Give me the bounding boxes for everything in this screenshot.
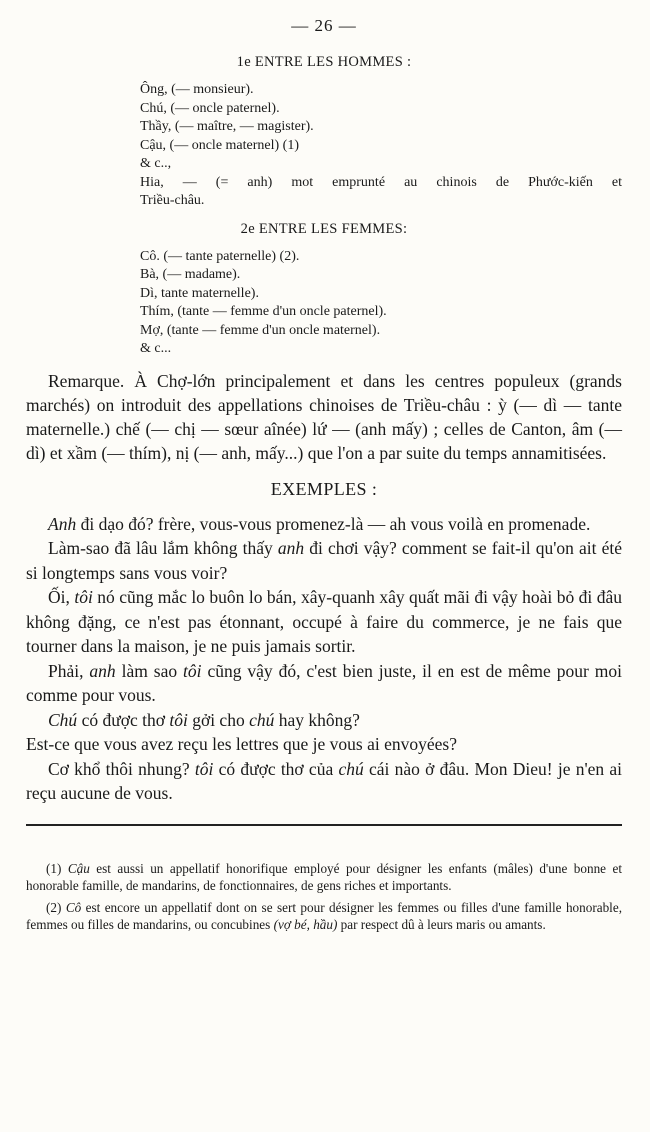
example-paragraph: Est-ce que vous avez reçu les lettres que je vous ai envoyées? (26, 734, 458, 754)
example-paragraph (26, 708, 622, 733)
example-text: đi chơi vậy? comment se fait-il qu'on ait été si longtemps sans vous voir? (26, 538, 622, 583)
example-text: Ối, (48, 587, 75, 607)
italic-term: anh (89, 660, 116, 681)
men-terms-list (26, 81, 622, 211)
example-text: gởi cho (187, 709, 250, 730)
list-item: & c.., (140, 156, 172, 171)
list-item: Triều-châu. (140, 193, 205, 208)
example-text: Làm-sao đã lâu lắm không thấy (48, 538, 278, 558)
example-text: Phải, (48, 660, 90, 681)
footnote-divider (26, 824, 622, 826)
italic-term: chú (249, 709, 275, 730)
italic-term: Chú (48, 709, 78, 730)
list-item: Dì, tante maternelle). (140, 285, 259, 301)
example-paragraph (26, 585, 622, 659)
example-paragraph (26, 512, 622, 537)
footnote-marker: (2) (46, 899, 66, 915)
example-text: Cơ khổ thôi nhung? (48, 758, 195, 779)
section-heading-women: 2e ENTRE LES FEMMES: (240, 220, 408, 237)
italic-term: chú (338, 758, 364, 779)
example-paragraph (26, 536, 622, 585)
italic-term: (vợ bé, hầu) (273, 917, 338, 932)
example-paragraph (26, 659, 622, 708)
list-item: Cậu, (— oncle maternel) (1) (140, 137, 299, 153)
section-heading-men: 1e ENTRE LES HOMMES : (236, 54, 412, 70)
page-number: — 26 — (291, 16, 357, 35)
footnote-2 (26, 899, 622, 934)
list-item: Cô. (— tante paternelle) (2). (140, 248, 300, 264)
footnotes (26, 860, 622, 934)
example-text: làm sao (115, 660, 184, 681)
example-text: có được thơ (77, 709, 170, 730)
examples-heading: EXEMPLES : (270, 478, 378, 499)
italic-term: Anh (48, 513, 77, 534)
women-terms-list (26, 248, 622, 359)
list-item: Mợ, (tante — femme d'un oncle maternel). (140, 322, 381, 338)
example-paragraph (26, 757, 622, 806)
list-item: Thầy, (— maître, — magister). (140, 119, 314, 134)
example-text: hay không? (274, 709, 360, 730)
list-item: & c... (140, 341, 172, 356)
page-content (26, 10, 622, 938)
italic-term: Cậu (67, 860, 90, 876)
italic-term: anh (277, 538, 305, 558)
footnote-text: est encore un appellatif dont on se sert pour désigner les femmes ou filles d'une famille honorable, femmes ou filles de mandarins, ou concubines (26, 899, 622, 932)
example-text: đi dạo đó? frère, vous-vous promenez-là — ah vous voilà en promenade. (76, 513, 591, 534)
example-text: cũng vậy đó, c'est bien juste, il en est de même pour moi comme pour vous. (26, 660, 622, 705)
footnote-text: par respect dû à leurs maris ou amants. (337, 917, 546, 932)
list-item: Chú, (— oncle paternel). (140, 100, 280, 116)
italic-term: tôi (169, 709, 188, 730)
footnote-marker: (1) (46, 860, 68, 876)
list-item: Bà, (— madame). (140, 267, 241, 282)
remark-paragraph: Remarque. À Chợ-lớn principalement et dans les centres populeux (grands marchés) on introduit des appellations chinoises de Triều-châu : ỳ (— dì — tante maternelle.) chế (— chị — sœur aînée) lứ — (anh mấy) ; celles de Canton, âm (— dì) et xầm (— thím), nị (— anh, mấy...) que l'on a par suite du temps annamitisées. (26, 370, 622, 463)
example-text: nó cũng mắc lo buôn lo bán, xây-quanh xây quất mãi đi vậy hoài bỏ đi đâu không đặng, ce n'est pas étonnant, occupé à faire du commerce, je ne fais que tourner dans la maison, je ne puis jamais sortir. (26, 587, 623, 656)
example-text: có được thơ của (213, 758, 339, 779)
italic-term: tôi (183, 660, 202, 681)
italic-term: tôi (194, 758, 214, 779)
footnote-1 (26, 860, 622, 895)
list-item: Thím, (tante — femme d'un oncle paternel). (140, 304, 387, 319)
italic-term: tôi (74, 587, 93, 607)
example-text: cái nào ở đâu. Mon Dieu! je n'en ai reçu aucune de vous. (26, 758, 622, 803)
italic-term: Cô (65, 899, 82, 915)
list-item: Ông, (— monsieur). (140, 82, 254, 97)
list-item: Hia, — (= anh) mot emprunté au chinois de Phước-kiến et (140, 174, 622, 190)
footnote-text: est aussi un appellatif honorifique employé pour désigner les enfants (mâles) d'une bonne et honorable famille, de mandarins, de fonctionnaires, de gens riches et importants. (26, 860, 622, 893)
